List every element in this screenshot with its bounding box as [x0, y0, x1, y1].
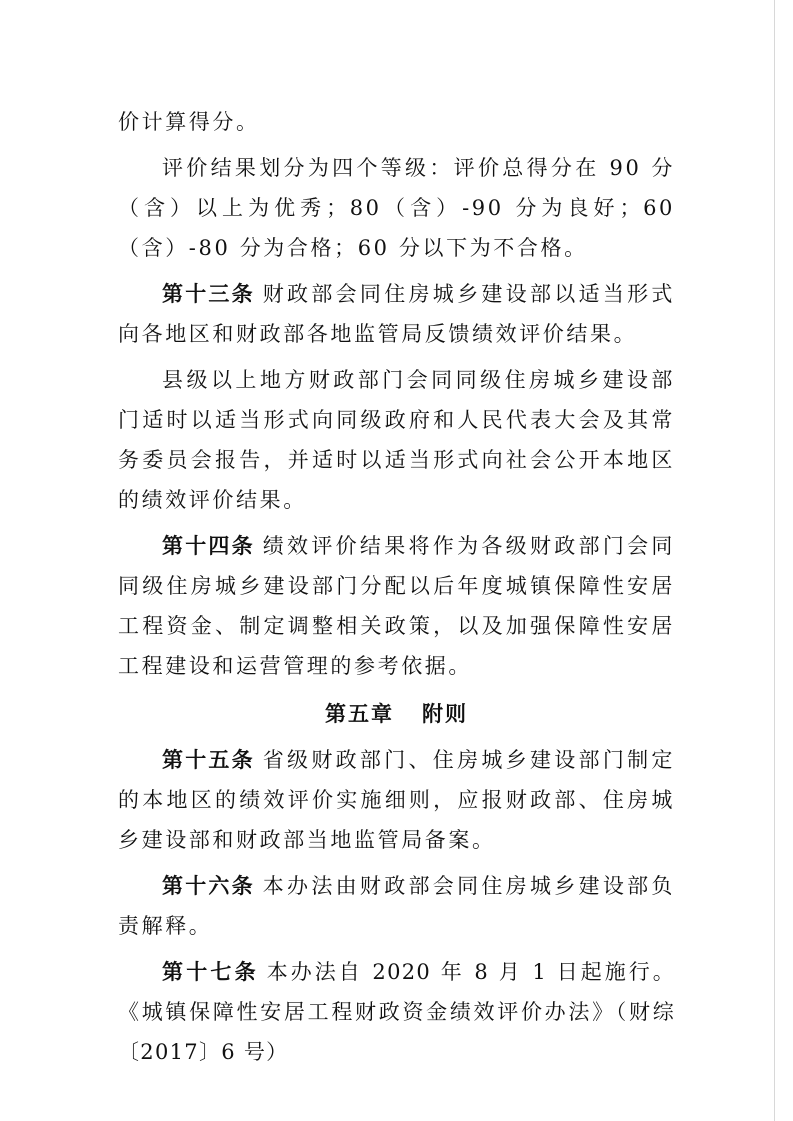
article-15-text: 省级财政部门、住房城乡建设部门制定的本地区的绩效评价实施细则，应报财政部、住房城乡建设部和财政部当地监管局备案。: [118, 748, 676, 852]
article-17: [118, 952, 675, 1072]
article-13: [118, 274, 675, 354]
article-16-heading: 第十六条: [162, 873, 255, 898]
article-16: [118, 866, 675, 946]
paragraph-evaluation-grades: 评价结果划分为四个等级：评价总得分在 90 分（含）以上为优秀；80（含）-90 分为良好；60（含）-80 分为合格；60 分以下为不合格。: [118, 156, 675, 260]
paragraph-continuation: 价计算得分。: [118, 110, 260, 134]
article-15: [118, 740, 675, 860]
article-14-text: 绩效评价结果将作为各级财政部门会同同级住房城乡建设部门分配以后年度城镇保障性安居工程资金、制定调整相关政策，以及加强保障性安居工程建设和运营管理的参考依据。: [118, 534, 676, 678]
article-13-text: 财政部会同住房城乡建设部以适当形式向各地区和财政部各地监管局反馈绩效评价结果。: [118, 282, 676, 346]
paragraph-local-reporting: 县级以上地方财政部门会同同级住房城乡建设部门适时以适当形式向同级政府和人民代表大会及其常务委员会报告，并适时以适当形式向社会公开本地区的绩效评价结果。: [118, 368, 675, 512]
article-13-heading: 第十三条: [162, 281, 255, 306]
article-15-heading: 第十五条: [162, 747, 255, 772]
article-16-text: 本办法由财政部会同住房城乡建设部负责解释。: [118, 874, 676, 938]
chapter-title: 附则: [422, 701, 468, 726]
document-body: [118, 102, 675, 1078]
article-17-heading: 第十七条: [162, 959, 259, 984]
chapter-number: 第五章: [325, 701, 394, 726]
article-17-text: 本办法自 2020 年 8 月 1 日起施行。《城镇保障性安居工程财政资金绩效评价办法》（财综〔2017〕6 号）: [118, 960, 675, 1064]
article-14-heading: 第十四条: [162, 533, 255, 558]
page-edge-line: [774, 0, 775, 1121]
article-14: [118, 526, 675, 686]
chapter-heading: [118, 694, 675, 734]
